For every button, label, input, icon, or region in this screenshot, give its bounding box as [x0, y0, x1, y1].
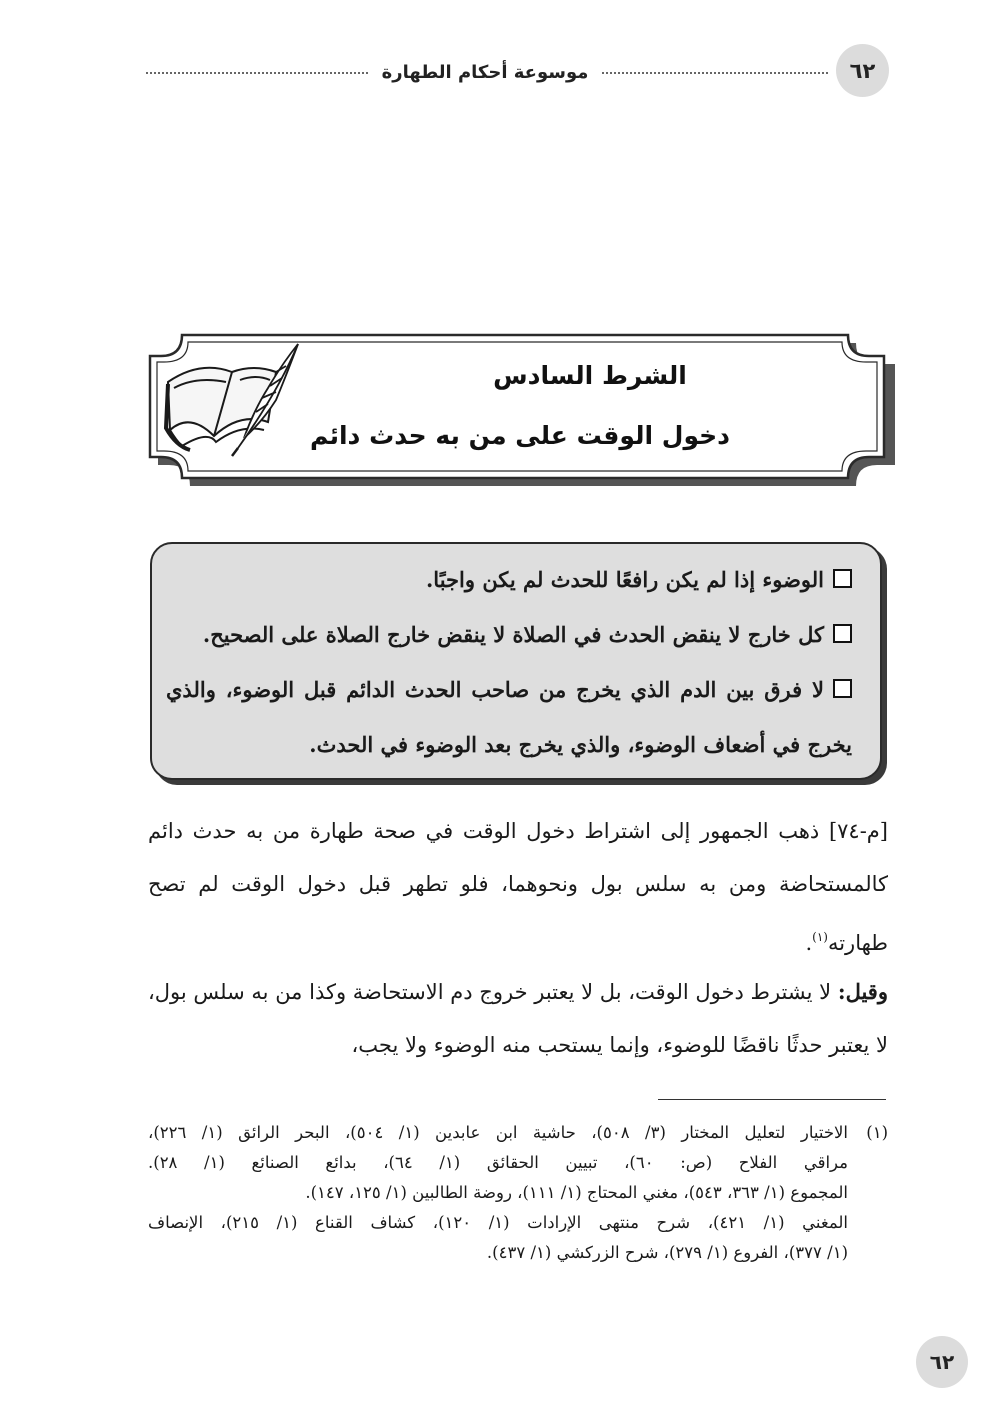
- footnote-separator: [658, 1099, 886, 1100]
- rule-text: الوضوء إذا لم يكن رافعًا للحدث لم يكن واجبًا.: [426, 567, 824, 592]
- rules-summary-box: [150, 542, 882, 780]
- page-number-top: ٦٢: [836, 44, 889, 97]
- footnote-line: (١/ ٣٧٧)، الفروع (١/ ٢٧٩)، شرح الزركشي (١/ ٤٣٧).: [486, 1243, 848, 1262]
- paragraph-text: [م-٧٤] ذهب الجمهور إلى اشتراط دخول الوقت في صحة طهارة من به حدث دائم كالمستحاضة ومن به سلس بول ونحوهما، فلو تطهر قبل دخول الوقت لم تصح طهارته: [148, 819, 888, 955]
- section-heading: الشرط السادس: [493, 361, 687, 390]
- paragraph-lead: وقيل:: [837, 979, 888, 1004]
- paragraph-text: لا يشترط دخول الوقت، بل لا يعتبر خروج دم الاستحاضة وكذا من به سلس بول، لا يعتبر حدثًا ناقضًا للوضوء، وإنما يستحب منه الوضوء ولا يجب،: [148, 980, 888, 1057]
- footnote-line: المجموع (١/ ٣٦٣، ٥٤٣)، مغني المحتاج (١/ ١١١)، روضة الطالبين (١/ ١٢٥، ١٤٧).: [305, 1183, 848, 1202]
- footnote-line: مراقي الفلاح (ص: ٦٠)، تبيين الحقائق (١/ ٦٤)، بدائع الصنائع (١/ ٢٨).: [148, 1153, 848, 1172]
- footnote-reference[interactable]: (١): [812, 930, 828, 944]
- body-paragraph: [148, 965, 888, 1071]
- body-paragraph: [148, 805, 888, 970]
- rule-item: [166, 552, 852, 607]
- page-number-bottom: ٦٢: [916, 1336, 968, 1388]
- rule-item: [166, 662, 852, 772]
- paragraph-end: .: [805, 931, 813, 955]
- footnote-line: (١)الاختيار لتعليل المختار (٣/ ٥٠٨)، حاشية ابن عابدين (١/ ٥٠٤)، البحر الرائق (١/ ٢٢٦)،: [148, 1118, 888, 1148]
- checkbox-bullet-icon: [833, 569, 852, 588]
- book-title: موسوعة أحكام الطهارة: [370, 58, 600, 88]
- rule-text: كل خارج لا ينقض الحدث في الصلاة لا ينقض خارج الصلاة على الصحيح.: [202, 622, 824, 647]
- rule-text: لا فرق بين الدم الذي يخرج من صاحب الحدث الدائم قبل الوضوء، والذي يخرج في أضعاف الوضوء، والذي يخرج بعد الوضوء في الحدث.: [166, 677, 852, 757]
- footnotes: [148, 1118, 888, 1268]
- section-subheading: دخول الوقت على من به حدث دائم: [310, 421, 730, 450]
- checkbox-bullet-icon: [833, 624, 852, 643]
- footnote-line: المغني (١/ ٤٢١)، شرح منتهى الإرادات (١/ ١٢٠)، كشاف القناع (١/ ٢١٥)، الإنصاف: [148, 1213, 848, 1232]
- rule-item: [166, 607, 852, 662]
- checkbox-bullet-icon: [833, 679, 852, 698]
- footnote-number: (١): [866, 1123, 889, 1142]
